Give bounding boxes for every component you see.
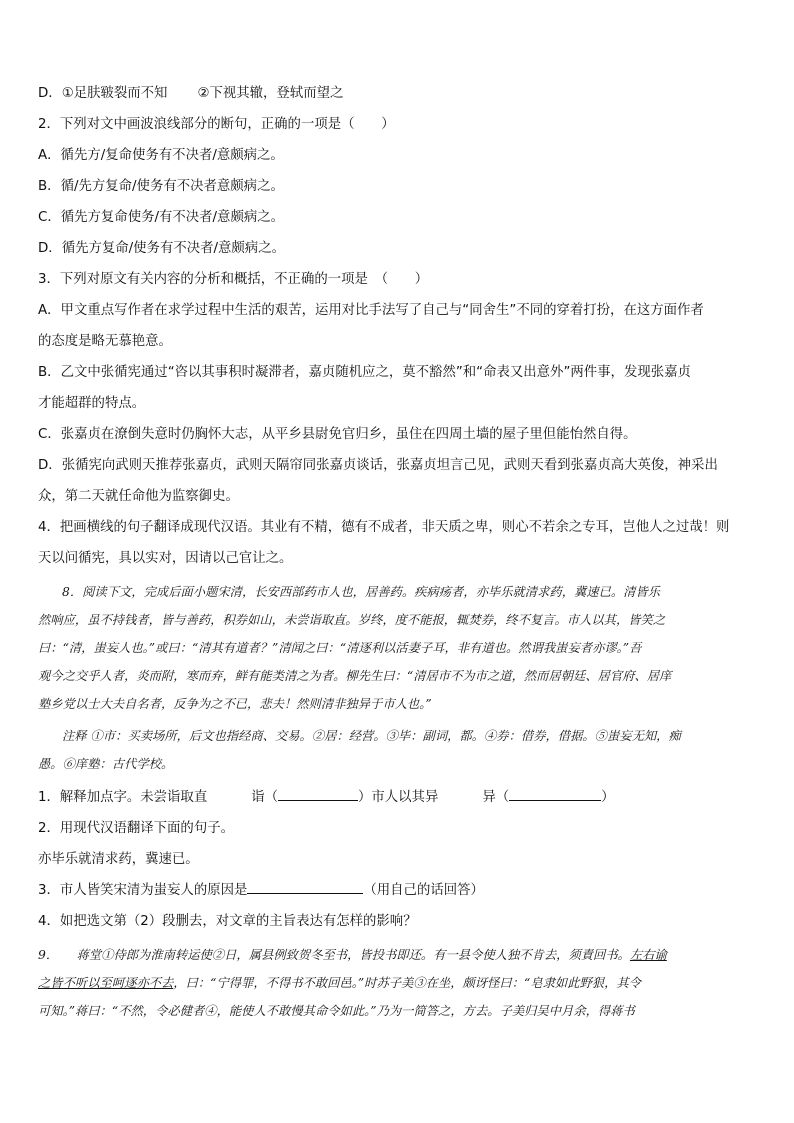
option-d-prefix: D． [38,86,62,101]
q3-option-a-line2: 的态度是略无慕艳意。 [38,334,172,349]
q4-line2: 天以问循宪，具以实对，因请以己官让之。 [38,551,293,566]
q2-option-d: D．循先方复命/使务有不决者/意颇病之。 [38,241,285,256]
p8-q3 [38,875,762,906]
q2-option-a: A．循先方/复命使务有不决者/意颇病之。 [38,148,284,163]
p8-q1-label1: 诣（ [251,790,278,805]
q2-option-b: B．循/先方复命/使务有不决者意颇病之。 [38,179,284,194]
passage9-line1-text: 9． 蒋堂①侍郎为淮南转运使②日，属县例致贺冬至书，皆投书即还。有一县令使人独不肯去，须責回书。 [38,948,630,962]
passage8-line2: 然响应，虽不持钱者，皆与善药，积券如山，未尝诣取直。岁终，度不能报，辄焚券，终不复言。市人以其，皆笑之 [38,613,666,627]
passage9-underlined-2: 之皆不听以至呵逐亦不去 [38,976,174,990]
answer-blank-2[interactable] [509,788,601,801]
p8-q2-stem: 2．用现代汉语翻译下面的句子。 [38,821,234,836]
q1-option-d [38,78,762,109]
q2-stem: 2．下列对文中画波浪线部分的断句，正确的一项是（ ） [38,117,395,132]
p8-q1-close: ） [601,790,615,805]
passage8-line5: 塾乡党以士大夫自名者，反争为之不已，悲夫！然则清非独异于市人也。” [38,697,432,711]
p8-q1-mid: ）市人以其异 [358,790,439,805]
document-page [38,78,762,1025]
passage8-line3: 曰：“清，蚩妄人也。”或曰：“清其有道者？”清闻之曰：“清逐利以活妻子耳，非有道也。然谓我蚩妄者亦谬。”吾 [38,641,642,655]
p8-q2-sentence: 亦毕乐就清求药，冀速已。 [38,852,199,867]
p8-q3-prompt: 3．市人皆笑宋清为蚩妄人的原因是 [38,883,248,898]
p8-q1-prompt: 1．解释加点字。未尝诣取直 [38,790,208,805]
passage9-line3: 可知。”蒋曰：“不然，令必健者④，能使人不敢慢其命令如此。”乃为一简答之，方去。子美归吴中月余，得蒋书 [38,1004,635,1018]
p8-q3-hint: （用自己的话回答） [363,883,484,898]
option-d-part2: ②下视其辙，登轼而望之 [197,86,344,101]
q3-option-d-line1: D．张循宪向武则天推荐张嘉贞，武则天隔帘同张嘉贞谈话，张嘉贞坦言己见，武则天看到张嘉贞高大英俊，神采出 [38,458,718,473]
passage8-note-line2: 愚。⑥庠塾：古代学校。 [38,757,174,771]
p8-q1 [38,782,762,813]
q3-option-a-line1: A．甲文重点写作者在求学过程中生活的艰苦，运用对比手法写了自己与“同舍生”不同的穿着打扮，在这方面作者 [38,303,704,318]
passage8-line4: 观今之交乎人者，炎而附，寒而弃，鲜有能类清之为者。柳先生曰：“清居市不为市之道，然而居朝廷、居官府、居庠 [38,669,672,683]
p8-q1-label2: 异（ [482,790,510,805]
passage9-line2 [38,969,762,997]
q4-line1: 4．把画横线的句子翻译成现代汉语。其业有不精，德有不成者，非天质之卑，则心不若余之专耳，岂他人之过哉！则 [38,520,730,535]
passage8-line1: 8．阅读下文，完成后面小题宋清，长安西部药市人也，居善药。疾病疡者，亦毕乐就清求药，冀速已。清皆乐 [62,585,661,599]
passage9-line1 [38,941,762,969]
q3-option-b-line2: 才能超群的特点。 [38,396,146,411]
passage8-note-line1: 注释 ①市：买卖场所，后文也指经商、交易。②居：经营。③毕：副词，都。④券：借券，借据。⑤蚩妄无知，痴 [62,729,681,743]
answer-blank-3[interactable] [247,881,363,894]
q3-option-b-line1: B．乙文中张循宪通过“咨以其事积时凝滞者，嘉贞随机应之，莫不豁然”和“命表又出意外”两件事，发现张嘉贞 [38,365,691,380]
answer-blank-1[interactable] [278,788,358,801]
passage9-line2-text: ，曰：“宁得罪，不得书不敢回邑。”时苏子美③在坐，颇讶怪曰：“皂隶如此野狠，其令 [173,976,641,990]
q3-option-d-line2: 众，第二天就任命他为监察御史。 [38,489,239,504]
p8-q4: 4．如把选文第（2）段删去，对文章的主旨表达有怎样的影响？ [38,914,417,929]
passage9-underlined-1: 左右谕 [629,948,667,962]
q3-option-c: C．张嘉贞在潦倒失意时仍胸怀大志，从平乡县尉免官归乡，虽住在四周土墙的屋子里但能怡然自得。 [38,427,637,442]
q3-stem: 3．下列对原文有关内容的分析和概括，不正确的一项是 （ ） [38,272,429,287]
option-d-part1: ①足肤皲裂而不知 [61,86,168,101]
q2-option-c: C．循先方复命使务/有不决者/意颇病之。 [38,210,285,225]
